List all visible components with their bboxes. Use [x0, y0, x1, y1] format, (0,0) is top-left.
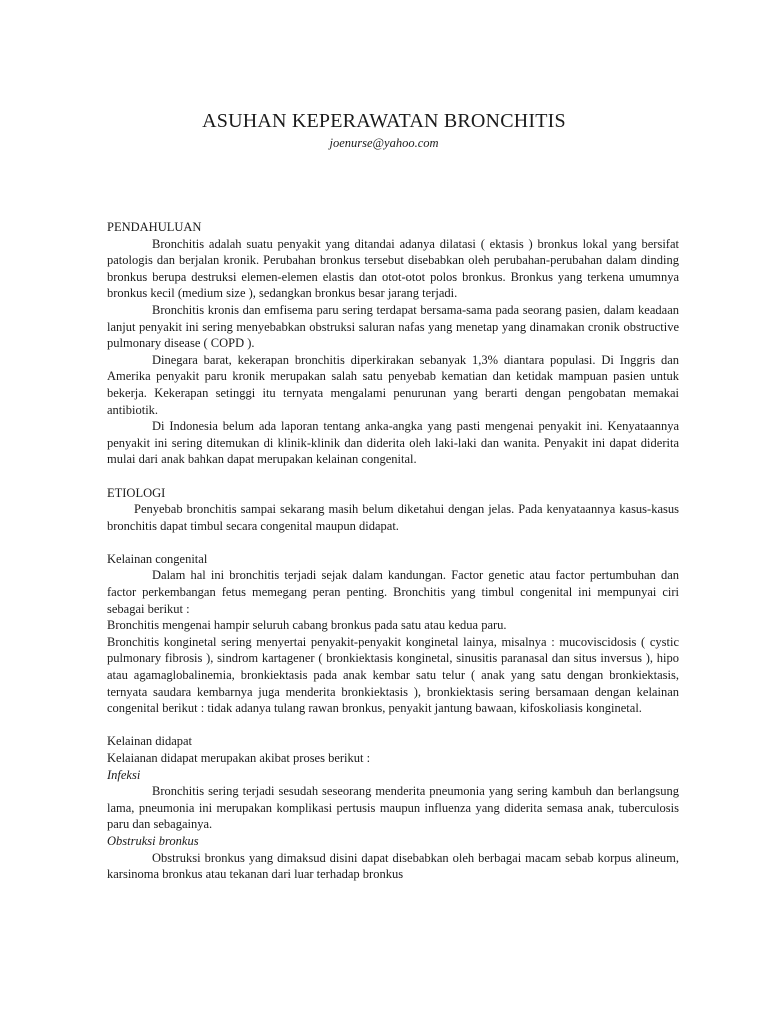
paragraph: Di Indonesia belum ada laporan tentang anka-angka yang pasti mengenai penyakit ini. Kenyataannya penyakit ini sering ditemukan di klinik-klinik dan diderita oleh laki-laki dan wanita. Penyakit ini dapat diderita mulai dari anak bahkan dapat merupakan kelainan congenital. [107, 419, 679, 467]
document-body [107, 219, 679, 883]
section-heading-kelainan-didapat: Kelainan didapat [107, 734, 193, 749]
paragraph: Obstruksi bronkus yang dimaksud disini dapat disebabkan oleh berbagai macam sebab korpus alineum, karsinoma bronkus atau tekanan dari luar terhadap bronkus [107, 850, 679, 882]
paragraph: Dinegara barat, kekerapan bronchitis diperkirakan sebanyak 1,3% diantara populasi. Di Inggris dan Amerika penyakit paru kronik merupakan salah satu penyebab kematian dan ketidak mampuan pasien untuk bekerja. Kekerapan setinggi itu ternyata mengalami penurunan yang berarti dengan pengobatan memakai antibiotik. [107, 352, 679, 417]
paragraph: Dalam hal ini bronchitis terjadi sejak dalam kandungan. Factor genetic atau factor pertumbuhan dan factor perkembangan fetus memegang peran penting. Bronchitis yang timbul congenital ini mempunyai ciri sebagai berikut : [107, 568, 679, 616]
section-heading-etiologi: ETIOLOGI [107, 485, 166, 500]
paragraph: Kelaianan didapat merupakan akibat proses berikut : [107, 751, 371, 765]
section-heading-pendahuluan: PENDAHULUAN [107, 220, 202, 234]
document-title: ASUHAN KEPERAWATAN BRONCHITIS [202, 110, 566, 132]
author-email: joenurse@yahoo.com [329, 136, 439, 150]
subheading-obstruksi-bronkus: Obstruksi bronkus [107, 833, 199, 848]
paragraph: Bronchitis adalah suatu penyakit yang ditandai adanya dilatasi ( ektasis ) bronkus lokal yang bersifat patologis dan berjalan kronik. Perubahan bronkus tersebut disebabkan oleh perubahan-perubahan dalam dinding bronkus berupa destruksi elemen-elemen elastis dan otot-otot polos bronkus. Bronkus yang terkena umumnya bronkus kecil (medium size ), sedangkan bronkus besar jarang terjadi. [107, 236, 679, 301]
paragraph: Bronchitis kronis dan emfisema paru sering terdapat bersama-sama pada seorang pasien, dalam keadaan lanjut penyakit ini sering menyebabkan obstruksi saluran nafas yang menetap yang dinamakan cronik obstructive pulmonary disease ( COPD ). [107, 302, 679, 351]
paragraph: Bronchitis sering terjadi sesudah seseorang menderita pneumonia yang sering kambuh dan berlangsung lama, pneumonia ini merupakan komplikasi pertusis maupun influenza yang diderita semasa anak, tuberculosis paru dan sebagainya. [107, 784, 679, 832]
paragraph: Penyebab bronchitis sampai sekarang masih belum diketahui dengan jelas. Pada kenyataannya kasus-kasus bronchitis dapat timbul secara congenital maupun didapat. [107, 502, 679, 533]
section-heading-kelainan-congenital: Kelainan congenital [107, 551, 208, 566]
paragraph: Bronchitis konginetal sering menyertai penyakit-penyakit konginetal lainya, misalnya : mucoviscidosis ( cystic pulmonary fibrosis ), sindrom kartagener ( bronkiektasis konginetal, sinusitis paranasal dan situs inversus ), hipo atau agamaglobalinemia, bronkiektasis pada anak kembar satu telur ( anak yang satu dengan bronkiektasis, ternyata saudara kembarnya juga menderita bronkiektasis ), bronkiektasis sering bersamaan dengan kelainan congenital berikut : tidak adanya tulang rawan bronkus, penyakit jantung bawaan, kifoskoliasis konginetal. [107, 634, 679, 716]
paragraph: Bronchitis mengenai hampir seluruh cabang bronkus pada satu atau kedua paru. [107, 618, 507, 633]
subheading-infeksi: Infeksi [107, 767, 141, 782]
